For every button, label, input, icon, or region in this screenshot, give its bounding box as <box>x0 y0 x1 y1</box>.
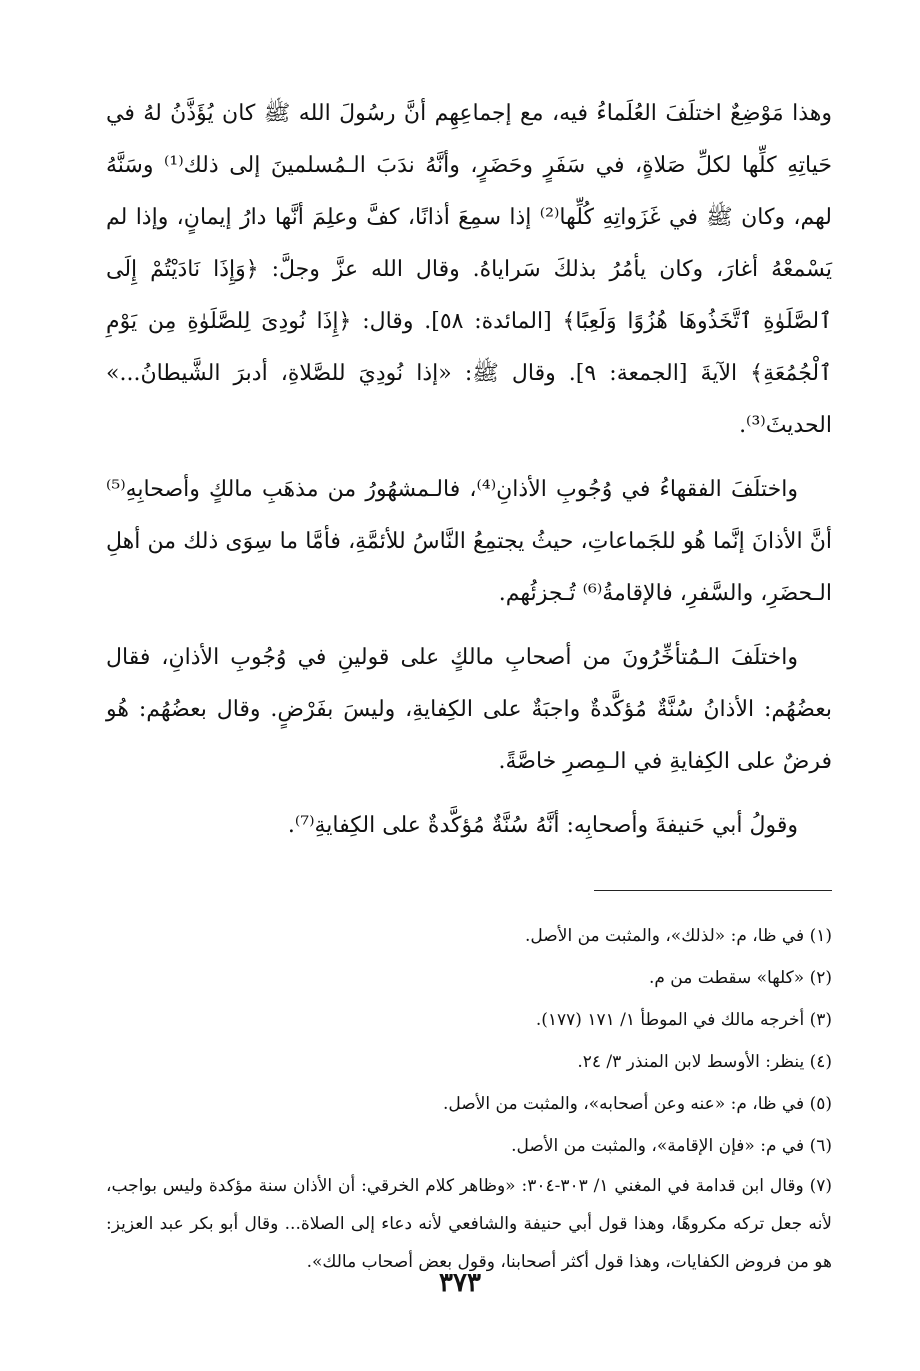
footnote-6: (٦) في م: «فإن الإقامة»، والمثبت من الأصل. <box>511 1136 832 1156</box>
paragraph-1: وهذا مَوْضِعٌ اختلَفَ العُلَماءُ فيه، مع إجماعِهِم أنَّ رسُولَ الله ﷺ كان يُؤَذَّنُ لهُ في حَياتِهِ كلِّها لكلِّ صَلاةٍ، في سَفَرٍ وحَضَرٍ، وأنَّهُ ندَبَ الـمُسلمينَ إلى ذلك⁽¹⁾ وسَنَّهُ لهم، وكان ﷺ في غَزَواتِهِ كُلِّها⁽²⁾ إذا سمِعَ أذانًا، كفَّ وعلِمَ أنَّها دارُ إيمانٍ، وإذا لم يَسْمعْهُ أغارَ، وكان يأمُرُ بذلكَ سَراياهُ. وقال الله عزَّ وجلَّ: ﴿وَإِذَا نَادَيْتُمْ إِلَى ٱلصَّلَوٰةِ ٱتَّخَذُوهَا هُزُوًا وَلَعِبًا﴾ [المائدة: ٥٨]. وقال: ﴿إِذَا نُودِىَ لِلصَّلَوٰةِ مِن يَوْمِ ٱلْجُمُعَةِ﴾ الآيةَ [الجمعة: ٩]. وقال ﷺ: «إذا نُودِيَ للصَّلاةِ، أدبرَ الشَّيطانُ...» الحديثَ⁽³⁾. <box>106 101 832 438</box>
footnote-3: (٣) أخرجه مالك في الموطأ ١/ ١٧١ (١٧٧). <box>535 1010 832 1030</box>
book-page <box>106 88 832 1338</box>
footnote-5: (٥) في ظا، م: «عنه وعن أصحابه»، والمثبت من الأصل. <box>443 1094 832 1114</box>
paragraph-2: واختلَفَ الفقهاءُ في وُجُوبِ الأذانِ⁽⁴⁾، فالـمشهُورُ من مذهَبِ مالكٍ وأصحابِهِ⁽⁵⁾ أنَّ الأذانَ إنَّما هُو للجَماعاتِ، حيثُ يجتمِعُ النَّاسُ للأئمَّةِ، فأمَّا ما سِوَى ذلك من أهلِ الـحضَرِ، والسَّفرِ، فالإقامةُ⁽⁶⁾ تُـجزئُهم. <box>106 477 832 606</box>
footnotes <box>106 915 832 1281</box>
footnote-2: (٢) «كلها» سقطت من م. <box>648 968 832 988</box>
footnote-7: (٧) وقال ابن قدامة في المغني ١/ ٣٠٣-٣٠٤: «وظاهر كلام الخرقي: أن الأذان سنة مؤكدة وليس بواجب، لأنه جعل تركه مكروهًا، وهذا قول أبي حنيفة والشافعي لأنه دعاء إلى الصلاة... وقال أبو بكر عبد العزيز: هو من فروض الكفايات، وهذا قول أكثر أصحابنا، وقول بعض أصحاب مالك». <box>106 1176 833 1272</box>
main-text <box>106 88 832 852</box>
footnote-1: (١) في ظا، م: «لذلك»، والمثبت من الأصل. <box>525 926 832 946</box>
paragraph-4: وقولُ أبي حَنيفةَ وأصحابِه: أنَّهُ سُنَّةٌ مُؤكَّدةٌ على الكِفايةِ⁽⁷⁾. <box>287 813 798 838</box>
footnote-4: (٤) ينظر: الأوسط لابن المنذر ٣/ ٢٤. <box>577 1052 832 1072</box>
footnote-divider <box>594 890 832 891</box>
page-number: ٣٧٣ <box>439 1268 481 1298</box>
paragraph-3: واختلَفَ الـمُتأخِّرُونَ من أصحابِ مالكٍ على قولينِ في وُجُوبِ الأذانِ، فقال بعضُهُم: الأذانُ سُنَّةٌ مُؤكَّدةٌ واجبَةٌ على الكِفايةِ، وليسَ بفَرْضٍ. وقال بعضُهُم: هُو فرضٌ على الكِفايةِ في الـمِصرِ خاصَّةً. <box>106 645 832 774</box>
